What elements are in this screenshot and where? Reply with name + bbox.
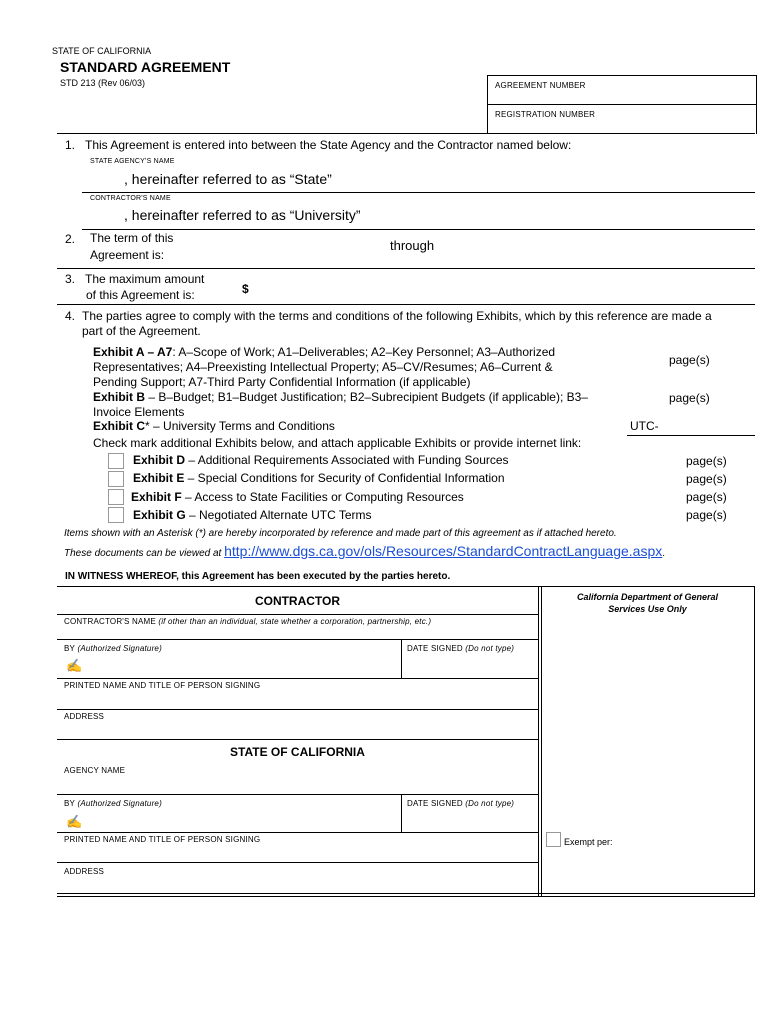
term-through: through (390, 238, 435, 253)
exhibit-g-checkbox[interactable] (108, 507, 124, 523)
sec1-number: 1. (65, 138, 76, 152)
max-amount-line1: The maximum amount (85, 272, 205, 286)
state-by-label: BY (64, 799, 76, 808)
currency-sign: $ (242, 282, 249, 296)
agency-ref-text: , hereinafter referred to as “State” (124, 171, 332, 187)
contractor-date-hint: (Do not type) (462, 644, 515, 653)
sec1-text: This Agreement is entered into between the State Agency and the Contractor named below: (85, 138, 572, 152)
utc-label: UTC- (630, 419, 659, 433)
term-line2: Agreement is: (90, 248, 165, 262)
contractor-name-field-label: CONTRACTOR'S NAME (64, 617, 156, 626)
registration-number-label: REGISTRATION NUMBER (495, 110, 596, 119)
form-id: STD 213 (Rev 06/03) (60, 78, 146, 88)
contractor-name-field-hint: (if other than an individual, state whether a corporation, partnership, etc.) (155, 617, 432, 626)
exhibit-d-checkbox[interactable] (108, 453, 124, 469)
exhibit-a-desc: : A–Scope of Work; A1–Deliverables; A2–Key Personnel; A3–Authorized (172, 345, 556, 359)
check-instructions: Check mark additional Exhibits below, and attach applicable Exhibits or provide internet link: (93, 436, 582, 450)
exhibit-c-row (93, 419, 335, 433)
exhibit-b-row (93, 390, 588, 404)
contractor-by-label: BY (64, 644, 76, 653)
exhibit-e-pages: page(s) (686, 472, 727, 486)
dgs-use-line2: Services Use Only (608, 604, 687, 614)
exhibit-b-pages: page(s) (669, 391, 710, 405)
exhibit-a-line3: Pending Support; A7-Third Party Confidential Information (if applicable) (93, 375, 471, 389)
contractor-printed-name-field[interactable]: PRINTED NAME AND TITLE OF PERSON SIGNING (64, 681, 261, 690)
sec4-line1: The parties agree to comply with the terms and conditions of the following Exhibits, which by this reference are made a (82, 309, 712, 323)
contractor-ref-text: , hereinafter referred to as “University” (124, 207, 361, 223)
exhibit-d-pages: page(s) (686, 454, 727, 468)
exhibit-a-name: Exhibit A – A7 (93, 345, 173, 359)
exhibit-f-name: Exhibit F (131, 490, 182, 504)
state-header: STATE OF CALIFORNIA (52, 46, 152, 56)
asterisk-note: Items shown with an Asterisk (*) are hereby incorporated by reference and made part of this agreement as if attached hereto. (64, 528, 617, 539)
agency-name-field[interactable]: AGENCY NAME (64, 766, 126, 775)
state-date-hint: (Do not type) (462, 799, 515, 808)
contractor-pen-icon: ✍ (66, 658, 83, 673)
exhibit-b-desc: – B–Budget; B1–Budget Justification; B2–Subrecipient Budgets (if applicable); B3– (145, 390, 588, 404)
exhibit-f-checkbox[interactable] (108, 489, 124, 505)
exhibit-a-row (93, 345, 555, 359)
exhibit-g-pages: page(s) (686, 508, 727, 522)
signature-table (57, 586, 755, 893)
agency-name-label: STATE AGENCY'S NAME (90, 158, 175, 165)
state-heading: STATE OF CALIFORNIA (230, 745, 365, 759)
standard-contract-link[interactable]: http://www.dgs.ca.gov/ols/Resources/StandardContractLanguage.aspx (224, 543, 663, 559)
contractor-date-label: DATE SIGNED (407, 644, 463, 653)
contractor-date-field[interactable] (407, 644, 514, 653)
exhibit-c-name: Exhibit C (93, 419, 146, 433)
exhibit-a-line2: Representatives; A4–Preexisting Intellectual Property; A5–CV/Resumes; A6–Current & (93, 360, 553, 374)
exhibit-e-desc: – Special Conditions for Security of Confidential Information (184, 471, 505, 485)
sec4-line2: part of the Agreement. (82, 324, 201, 338)
term-line1: The term of this (90, 231, 174, 245)
exhibit-f-pages: page(s) (686, 490, 727, 504)
exhibit-b-line2: Invoice Elements (93, 405, 185, 419)
max-amount-line2: of this Agreement is: (86, 288, 195, 302)
exempt-checkbox[interactable] (546, 832, 561, 847)
url-end: . (662, 548, 666, 559)
contractor-address-field[interactable]: ADDRESS (64, 712, 105, 721)
state-date-field[interactable] (407, 799, 514, 808)
state-date-label: DATE SIGNED (407, 799, 463, 808)
state-printed-name-field[interactable]: PRINTED NAME AND TITLE OF PERSON SIGNING (64, 835, 261, 844)
viewed-at-text: These documents can be viewed at (64, 548, 225, 559)
exhibit-d-name: Exhibit D (133, 453, 186, 467)
agreement-number-box[interactable] (487, 75, 757, 134)
state-address-field[interactable]: ADDRESS (64, 867, 105, 876)
url-line (64, 543, 665, 559)
witness-text: IN WITNESS WHEREOF, this Agreement has been executed by the parties hereto. (65, 571, 451, 582)
exhibit-c-desc: * – University Terms and Conditions (145, 419, 335, 433)
contractor-name-label: CONTRACTOR'S NAME (90, 195, 171, 202)
form-title: STANDARD AGREEMENT (60, 59, 231, 75)
exhibit-a-pages: page(s) (669, 353, 710, 367)
state-pen-icon: ✍ (66, 814, 83, 829)
exhibit-f-desc: – Access to State Facilities or Computing Resources (181, 490, 464, 504)
exhibit-b-name: Exhibit B (93, 390, 146, 404)
sec3-number: 3. (65, 272, 76, 286)
state-by-hint: (Authorized Signature) (75, 799, 162, 808)
exempt-label: Exempt per: (564, 837, 613, 847)
exhibit-e-name: Exhibit E (133, 471, 185, 485)
exhibit-g-desc: – Negotiated Alternate UTC Terms (185, 508, 372, 522)
contractor-by-hint: (Authorized Signature) (75, 644, 162, 653)
state-signature-field[interactable] (64, 799, 162, 808)
dgs-use-line1: California Department of General (576, 592, 719, 602)
contractor-name-field[interactable] (64, 617, 431, 626)
sec2-number: 2. (65, 232, 76, 246)
exhibit-d-desc: – Additional Requirements Associated with Funding Sources (185, 453, 509, 467)
exhibit-g-name: Exhibit G (133, 508, 186, 522)
exhibit-e-checkbox[interactable] (108, 471, 124, 487)
sec4-number: 4. (65, 309, 76, 323)
contractor-signature-field[interactable] (64, 644, 162, 653)
contractor-heading: CONTRACTOR (254, 594, 341, 608)
agreement-number-label: AGREEMENT NUMBER (495, 81, 586, 90)
